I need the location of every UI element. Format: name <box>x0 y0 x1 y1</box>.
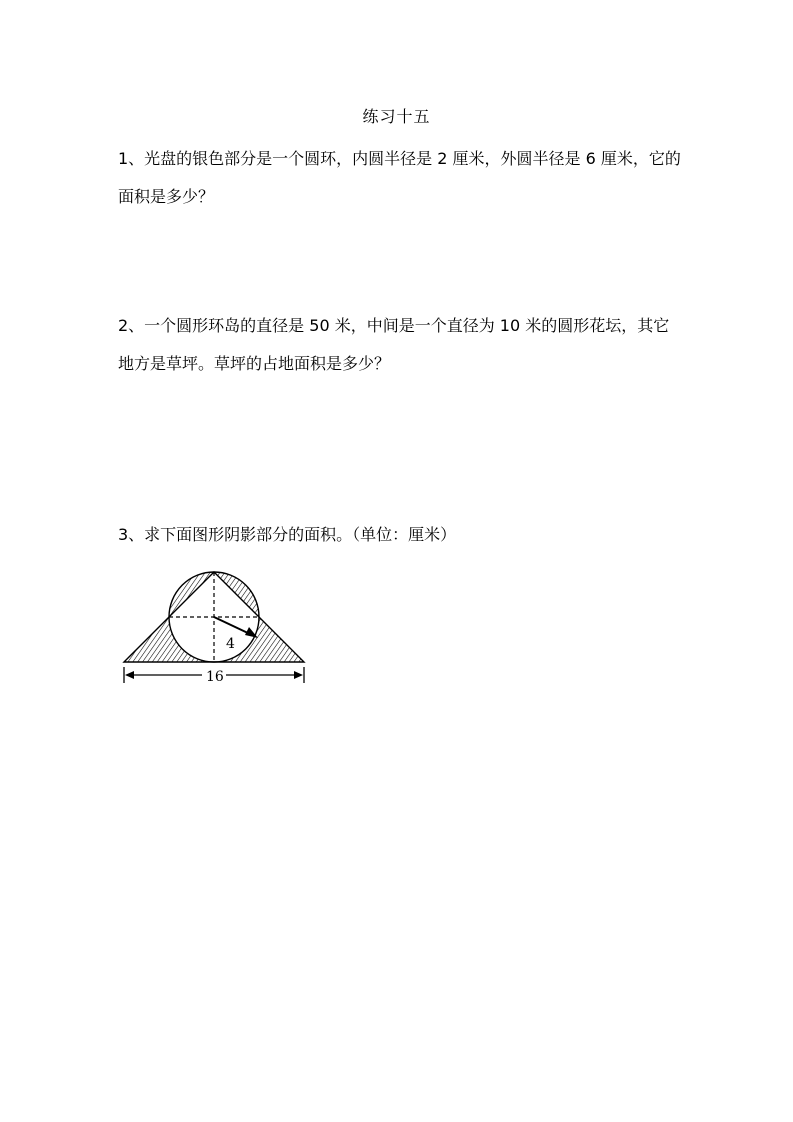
question-3: 3、求下面图形阴影部分的面积。（单位：厘米） <box>118 525 457 544</box>
question-1: 1、光盘的银色部分是一个圆环，内圆半径是 2 厘米，外圆半径是 6 厘米，它的面积是多少？ <box>118 149 681 206</box>
question-2: 2、一个圆形环岛的直径是 50 米，中间是一个直径为 10 米的圆形花坛，其它地方是草坪。草坪的占地面积是多少？ <box>118 316 670 373</box>
worksheet-title: 练习十五 <box>362 107 431 126</box>
radius-arrow <box>214 617 250 634</box>
dim-arrow-right <box>294 671 303 679</box>
radius-label: 4 <box>226 636 235 652</box>
dim-arrow-left <box>125 671 134 679</box>
shaded-area-figure <box>118 564 318 694</box>
base-label: 16 <box>206 669 224 685</box>
